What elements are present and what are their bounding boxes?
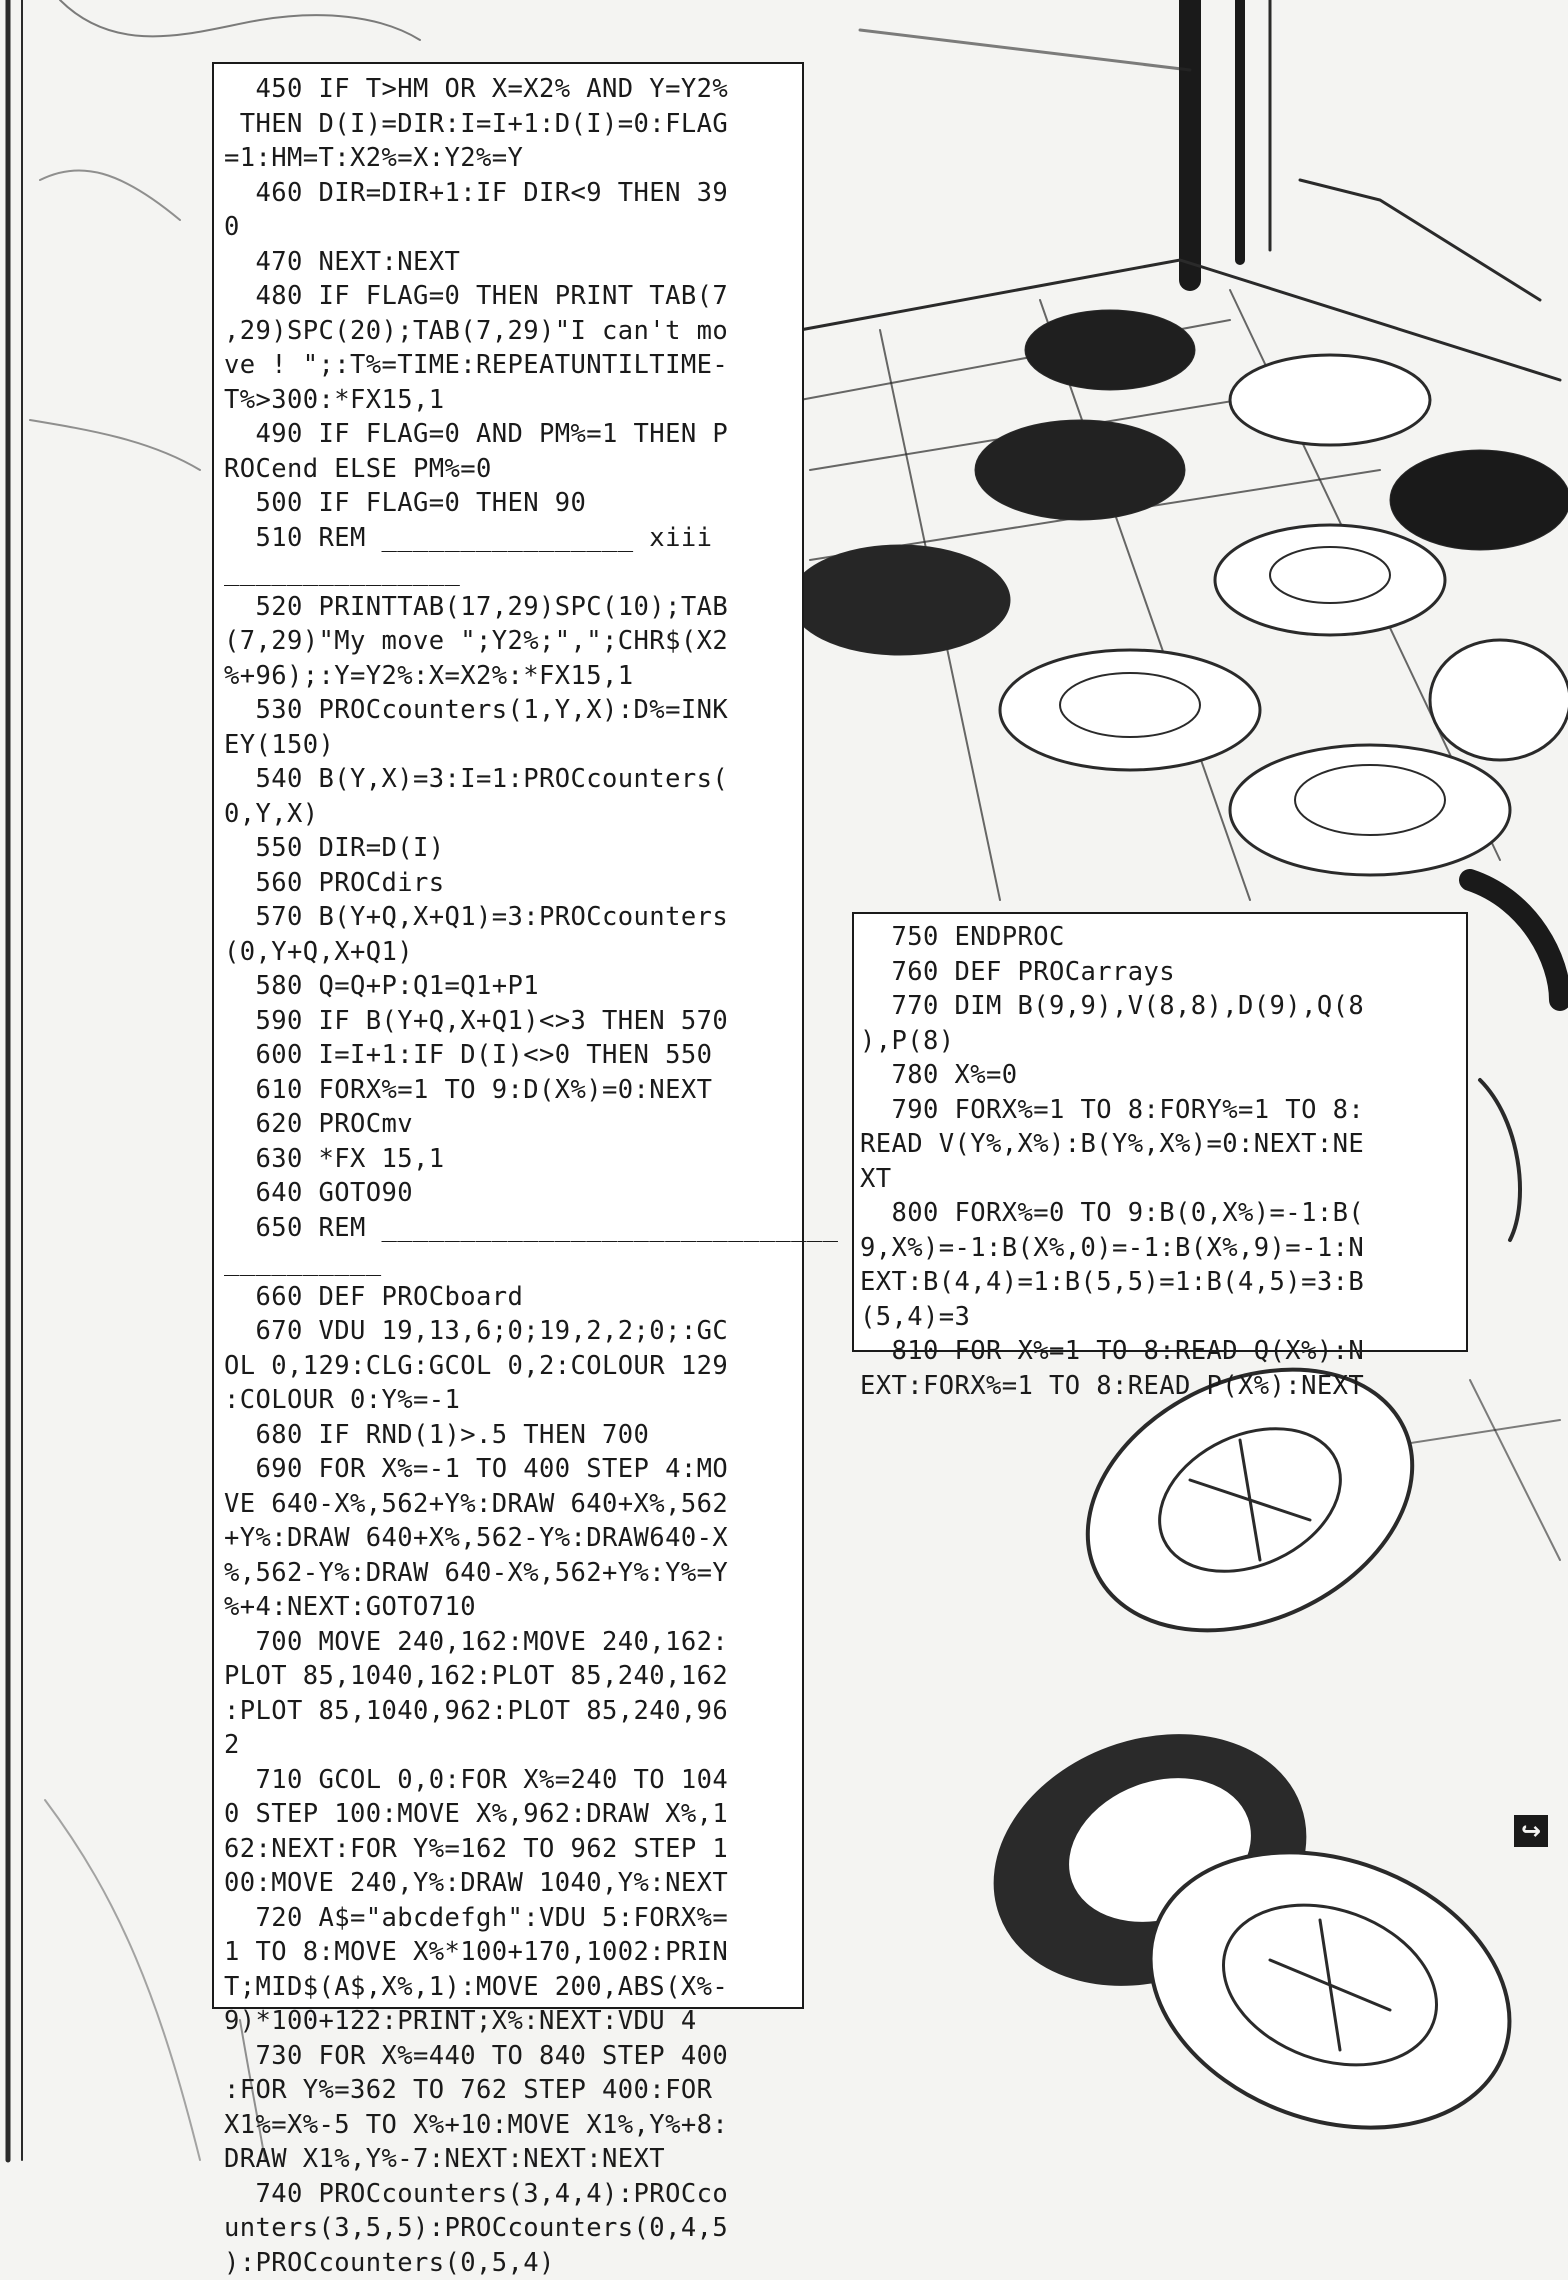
code-line: 790 FORX%=1 TO 8:FORY%=1 TO 8: bbox=[860, 1093, 1466, 1128]
code-line: 690 FOR X%=-1 TO 400 STEP 4:MO bbox=[224, 1452, 802, 1487]
code-line: =1:HM=T:X2%=X:Y2%=Y bbox=[224, 141, 802, 176]
code-line: 450 IF T>HM OR X=X2% AND Y=Y2% bbox=[224, 72, 802, 107]
code-line: EXT:B(4,4)=1:B(5,5)=1:B(4,5)=3:B bbox=[860, 1265, 1466, 1300]
code-line: DRAW X1%,Y%-7:NEXT:NEXT:NEXT bbox=[224, 2142, 802, 2177]
code-line: %+4:NEXT:GOTO710 bbox=[224, 1590, 802, 1625]
code-line: 00:MOVE 240,Y%:DRAW 1040,Y%:NEXT bbox=[224, 1866, 802, 1901]
code-line: %+96);:Y=Y2%:X=X2%:*FX15,1 bbox=[224, 659, 802, 694]
code-line: unters(3,5,5):PROCcounters(0,4,5 bbox=[224, 2211, 802, 2246]
code-line: 560 PROCdirs bbox=[224, 866, 802, 901]
code-line: 62:NEXT:FOR Y%=162 TO 962 STEP 1 bbox=[224, 1832, 802, 1867]
code-line: 460 DIR=DIR+1:IF DIR<9 THEN 39 bbox=[224, 176, 802, 211]
code-line: (0,Y+Q,X+Q1) bbox=[224, 935, 802, 970]
code-line: XT bbox=[860, 1162, 1466, 1197]
code-line: ve ! ";:T%=TIME:REPEATUNTILTIME- bbox=[224, 348, 802, 383]
code-line: 590 IF B(Y+Q,X+Q1)<>3 THEN 570 bbox=[224, 1004, 802, 1039]
code-line: VE 640-X%,562+Y%:DRAW 640+X%,562 bbox=[224, 1487, 802, 1522]
code-line: 640 GOTO90 bbox=[224, 1176, 802, 1211]
code-line: 9,X%)=-1:B(X%,0)=-1:B(X%,9)=-1:N bbox=[860, 1231, 1466, 1266]
code-line: :PLOT 85,1040,962:PLOT 85,240,96 bbox=[224, 1694, 802, 1729]
code-line: :FOR Y%=362 TO 762 STEP 400:FOR bbox=[224, 2073, 802, 2108]
code-line: 720 A$="abcdefgh":VDU 5:FORX%= bbox=[224, 1901, 802, 1936]
code-line: EXT:FORX%=1 TO 8:READ P(X%):NEXT bbox=[860, 1369, 1466, 1404]
code-line: 0,Y,X) bbox=[224, 797, 802, 832]
code-line: 760 DEF PROCarrays bbox=[860, 955, 1466, 990]
code-line: :COLOUR 0:Y%=-1 bbox=[224, 1383, 802, 1418]
code-line: 470 NEXT:NEXT bbox=[224, 245, 802, 280]
code-line: 9)*100+122:PRINT;X%:NEXT:VDU 4 bbox=[224, 2004, 802, 2039]
code-line: 660 DEF PROCboard bbox=[224, 1280, 802, 1315]
code-line: ),P(8) bbox=[860, 1024, 1466, 1059]
code-line: 580 Q=Q+P:Q1=Q1+P1 bbox=[224, 969, 802, 1004]
code-line: 730 FOR X%=440 TO 840 STEP 400 bbox=[224, 2039, 802, 2074]
code-line: 700 MOVE 240,162:MOVE 240,162: bbox=[224, 1625, 802, 1660]
code-line: 1 TO 8:MOVE X%*100+170,1002:PRIN bbox=[224, 1935, 802, 1970]
code-line: 2 bbox=[224, 1728, 802, 1763]
program-listing-left bbox=[212, 62, 804, 2009]
code-line: ROCend ELSE PM%=0 bbox=[224, 452, 802, 487]
code-line: 680 IF RND(1)>.5 THEN 700 bbox=[224, 1418, 802, 1453]
code-line: 670 VDU 19,13,6;0;19,2,2;0;:GC bbox=[224, 1314, 802, 1349]
code-line: 740 PROCcounters(3,4,4):PROCco bbox=[224, 2177, 802, 2212]
code-line: X1%=X%-5 TO X%+10:MOVE X1%,Y%+8: bbox=[224, 2108, 802, 2143]
code-line: EY(150) bbox=[224, 728, 802, 763]
code-line: 810 FOR X%=1 TO 8:READ Q(X%):N bbox=[860, 1334, 1466, 1369]
code-line: 650 REM _____________________________ bbox=[224, 1211, 802, 1246]
code-line: PLOT 85,1040,162:PLOT 85,240,162 bbox=[224, 1659, 802, 1694]
code-line: +Y%:DRAW 640+X%,562-Y%:DRAW640-X bbox=[224, 1521, 802, 1556]
code-line: (7,29)"My move ";Y2%;",";CHR$(X2 bbox=[224, 624, 802, 659]
code-line: READ V(Y%,X%):B(Y%,X%)=0:NEXT:NE bbox=[860, 1127, 1466, 1162]
code-line: 710 GCOL 0,0:FOR X%=240 TO 104 bbox=[224, 1763, 802, 1798]
code-line: _______________ bbox=[224, 555, 802, 590]
code-line: 510 REM ________________ xiii bbox=[224, 521, 802, 556]
continued-arrow-icon: ↪ bbox=[1514, 1815, 1548, 1847]
code-line: 630 *FX 15,1 bbox=[224, 1142, 802, 1177]
code-line: ,29)SPC(20);TAB(7,29)"I can't mo bbox=[224, 314, 802, 349]
code-line: 550 DIR=D(I) bbox=[224, 831, 802, 866]
code-line: 610 FORX%=1 TO 9:D(X%)=0:NEXT bbox=[224, 1073, 802, 1108]
code-line: 770 DIM B(9,9),V(8,8),D(9),Q(8 bbox=[860, 989, 1466, 1024]
code-line: 620 PROCmv bbox=[224, 1107, 802, 1142]
code-line: ):PROCcounters(0,5,4) bbox=[224, 2246, 802, 2280]
code-line: OL 0,129:CLG:GCOL 0,2:COLOUR 129 bbox=[224, 1349, 802, 1384]
code-line: %,562-Y%:DRAW 640-X%,562+Y%:Y%=Y bbox=[224, 1556, 802, 1591]
code-line: T%>300:*FX15,1 bbox=[224, 383, 802, 418]
code-line: 500 IF FLAG=0 THEN 90 bbox=[224, 486, 802, 521]
code-line: T;MID$(A$,X%,1):MOVE 200,ABS(X%- bbox=[224, 1970, 802, 2005]
code-line: 800 FORX%=0 TO 9:B(0,X%)=-1:B( bbox=[860, 1196, 1466, 1231]
code-line: 540 B(Y,X)=3:I=1:PROCcounters( bbox=[224, 762, 802, 797]
code-line: 570 B(Y+Q,X+Q1)=3:PROCcounters bbox=[224, 900, 802, 935]
code-line: 490 IF FLAG=0 AND PM%=1 THEN P bbox=[224, 417, 802, 452]
code-line: 480 IF FLAG=0 THEN PRINT TAB(7 bbox=[224, 279, 802, 314]
code-line: THEN D(I)=DIR:I=I+1:D(I)=0:FLAG bbox=[224, 107, 802, 142]
code-line: 750 ENDPROC bbox=[860, 920, 1466, 955]
code-line: 520 PRINTTAB(17,29)SPC(10);TAB bbox=[224, 590, 802, 625]
code-line: 530 PROCcounters(1,Y,X):D%=INK bbox=[224, 693, 802, 728]
code-line: 0 STEP 100:MOVE X%,962:DRAW X%,1 bbox=[224, 1797, 802, 1832]
code-line: (5,4)=3 bbox=[860, 1300, 1466, 1335]
program-listing-right bbox=[852, 912, 1468, 1352]
code-line: 780 X%=0 bbox=[860, 1058, 1466, 1093]
code-line: 0 bbox=[224, 210, 802, 245]
code-line: 600 I=I+1:IF D(I)<>0 THEN 550 bbox=[224, 1038, 802, 1073]
code-line: __________ bbox=[224, 1245, 802, 1280]
